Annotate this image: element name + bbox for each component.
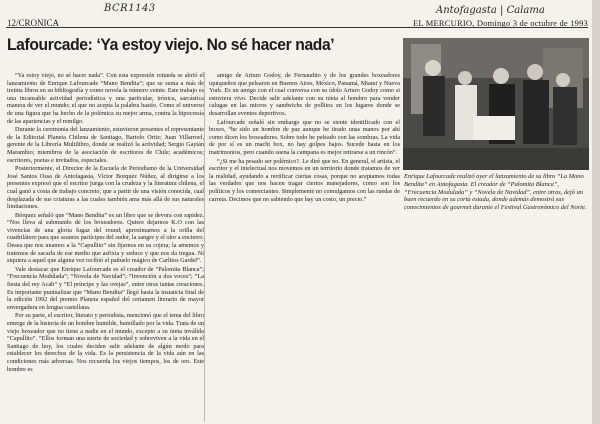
paragraph: amigo de Arturo Godoy, de Fernandito y de los grandes boxeadores iquiqueños que pelearon en Buenos Aires, México, Panamá, Miami y Nueva York. Es un amigo con el cual conversa con su ídolo Arturo Godoy como si estuviera vivo. Decide salir adelante con su nieta al hombro para vender calugas en las micros y sandwichs de pollitos en los lugares donde se desarrollan eventos deportivos.: [209, 72, 400, 117]
paragraph: Lafourcade señaló sin embargo que no se siente identificado con el boxeo, “he sido un hombre de paz aunque he tirado unas manos por ahí como dicen los boxeadores. Sobre todo he peleado con las sombras. La vida de por sí es un macht box, no hay golpes bajos. Sucede hasta en los matrimonios, pero cuando suena la campana es mejor retirarse a un rincón”.: [209, 118, 400, 156]
paragraph: Durante la ceremonia del lanzamiento, estuvieron presentes el representante de la Editorial Planeta Chilena de Santiago, Bartolo Ortiz; Juan Villarroel, gerente de la Librería Multilibro, donde se realizó la actividad; Sergio Gaytán Marambio; miembros de la asociación de escritores de Chile; académicos; escritores, poetas e invitados, especiales.: [7, 126, 204, 164]
handwritten-archive-code: BCR1143: [104, 3, 156, 14]
event-photo-image: [403, 38, 589, 170]
paragraph: “¿Si me ha pesado ser polémico?. Le diré que no. En general, el artista, el escritor y el intelectual nos movemos en un territorio donde tratamos de ver la realidad, ayudando a rectificar ciertas cosas, porque no aceptamos todas las verdades que nos hacen tragar ciertos manejadores, como son los políticos y los comerciantes. Simplemente no comulgamos con las ruedas de carreta. Decimos que no sabiendo que hay un costo, un precio.”: [209, 157, 400, 203]
header-rule: [6, 27, 588, 28]
paragraph: Vale destacar que Enrique Lafourcade es el creador de “Palomita Blanca”; “Frecuencia Modulada”; “Novela de Navidad”; “Invención a dos voces”; “La fiesta del rey Acab” y “El príncipe y las ovejas”, entre otras tantas creaciones. Es importante puntualizar que “Mano Bendita” llegó hasta la instancia final de la edición 1992 del premio Planeta español del certamen literario de mayor envergadura en lengua castellana.: [7, 265, 204, 311]
article-column-2: [209, 72, 400, 232]
article-column-1: [7, 72, 204, 424]
section-label: 12/CRONICA: [7, 18, 60, 28]
handwritten-location-note: Antofagasta | Calama: [436, 5, 545, 16]
newspaper-dateline: EL MERCURIO, Domingo 3 de octubre de 1993: [412, 18, 588, 28]
paragraph: “Ya estoy viejo, no sé hacer nada”. Con esta expresión rotunda se abrió el lanzamiento de Enrique Lafourcade “Mano Bendita”; que se suma a más de treinta libros en su bibliografía y como novela la número veinte. Este trabajo es una incansable actividad periodística y una particular, irónica, sarcástica manera de ver el mundo; el que no acepta la palabra hastío. Como el universo de una figura que ha hecho de la polémica su mejor arma, contra la hipocresía de las apariencias y el remilgo.: [7, 72, 204, 125]
paper-edge: [592, 0, 600, 424]
event-photo: [403, 38, 589, 170]
article-headline: Lafourcade: ‘Ya estoy viejo. No sé hacer nada’: [7, 35, 335, 54]
photo-caption: Enrique Lafourcade realizó ayer el lanzamiento de su libro “La Mano Bendita” en Antofagasta. El creador de “Palomita Blanca”, “Frecuencia Modulada” y “Novela de Navidad”, entre otras, dejó un buen recuerdo en su corta estada, donde además demostró sus conocimientos de gourmet durante el Festival Gastronómico del Norte.: [404, 173, 587, 212]
paragraph: Posteriormente, el Director de la Escuela de Periodismo de la Universidad José Santos Ossa de Antofagasta, Víctor Borquez Núñez, al dirigirse a los presentes expresó que el escritor juega con la crudeza y la literatura chilena, el cual ganó a costa de trabajo concreto, que a partir de una visión conocida, cual desplazada de sus criaturas a las cuales también ama más allá de sus naturales limitaciones.: [7, 165, 204, 211]
paragraph: Por su parte, el escritor, literato y periodista, mencionó que el tema del libro emerge de la historia de un hombre humilde, humillado por la vida. Trata de un viejo boxeador que no tiene a nadie en el mundo, excepto a su nieta inválida “Capullito”. “Ellos forman una suerte de sociedad y sobreviven a la vida en el Santiago de hoy, los cuales deciden salir adelante de algún modo para establecer los derechos de la vida. Es la persistencia de la vida aún en las condiciones más adversas. Nos recuerda los viejos tiempos, los de oro. Este hombre es: [7, 312, 204, 373]
column-divider: [204, 72, 205, 422]
paragraph: Bórquez señaló que “Mano Bendita” es un libro que se devora con rapidez. “Nos lleva al submundo de los boxeadores. Quiere dejarnos K.O con las vivencias de una gloria fugaz del round; aproximarnos a la orilla del cuadrilátero para que seamos partícipes del sudor, la sangre y el olor a encierro. Desea que nos unamos a la “Capullito” sin fijarnos en su cojera; la amemos y tratemos de sacarla de ese medio que asfixia y seduce y que nos da tregua. Ni siquiera a aquel que alguna vez recibió el pañuelo mágico de Carlitos Gardel”.: [7, 211, 204, 265]
